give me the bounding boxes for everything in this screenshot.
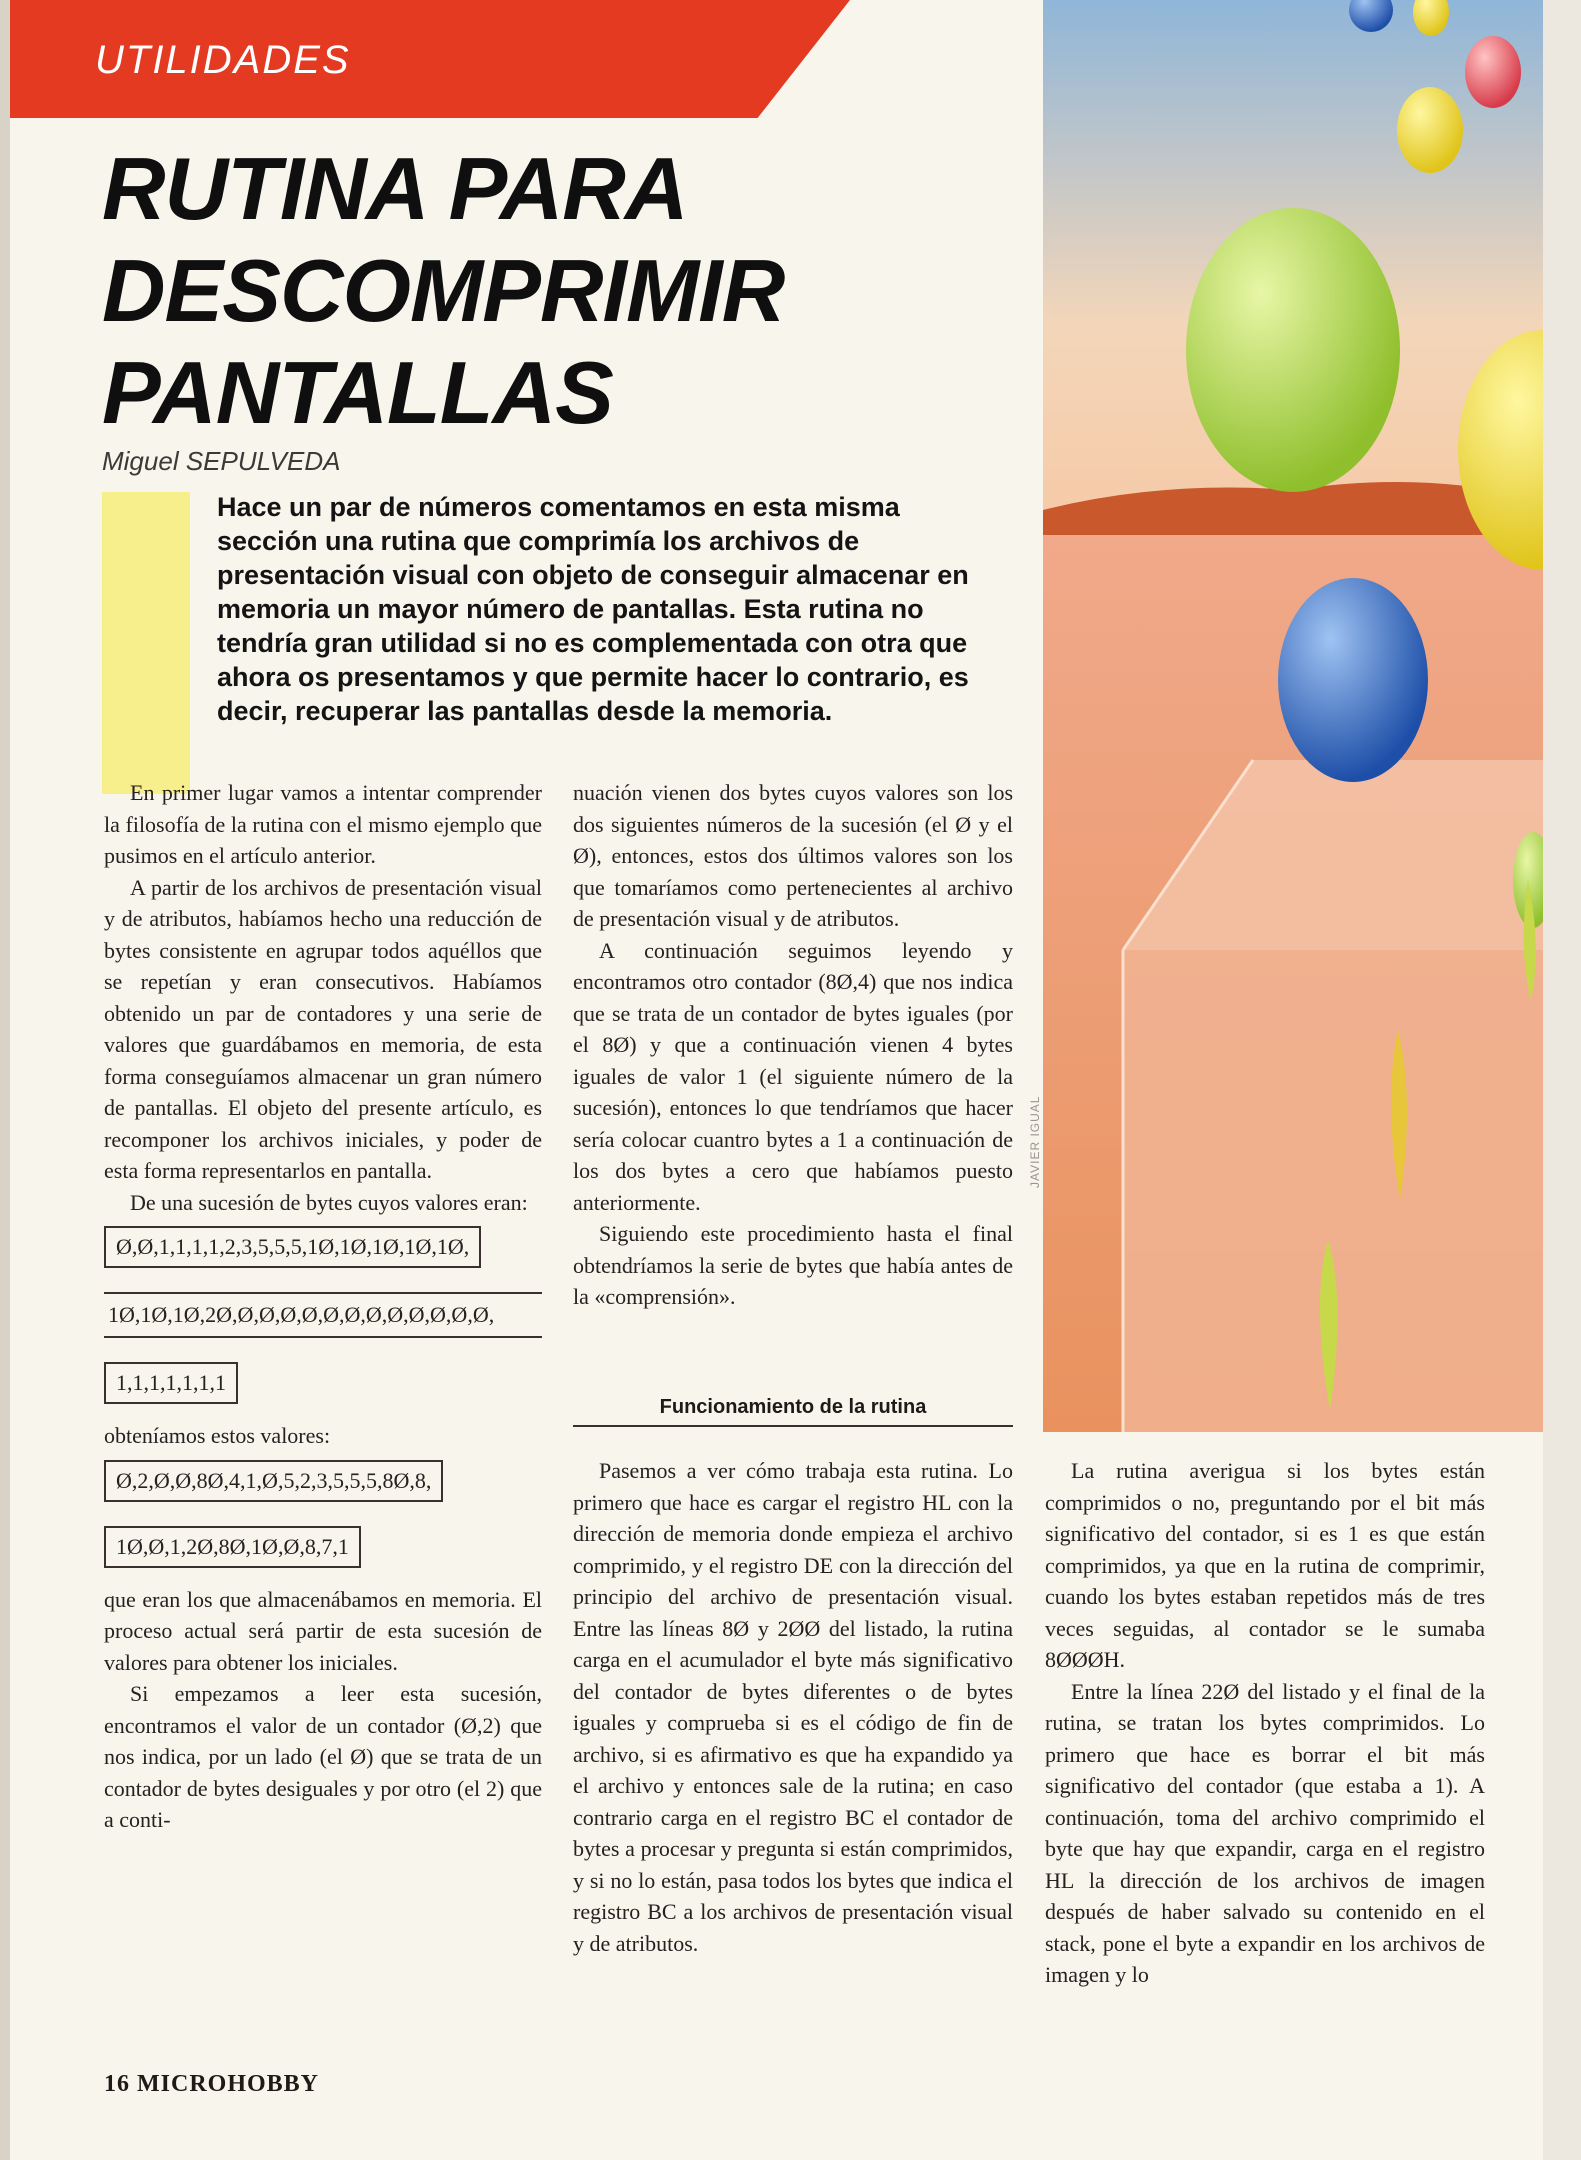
balloon-small-yellow: [1397, 87, 1463, 173]
article-title: [102, 138, 784, 444]
title-line-2: DESCOMPRIMIR: [102, 241, 785, 340]
col2-paragraph: A continuación seguimos leyendo y encontramos otro contador (8Ø,4) que nos indica que se trata de un contador de bytes iguales (por el 8Ø) y que a continuación vienen 4 bytes iguales de valor 1 (el siguiente número de la sucesión), entonces lo que tendríamos que hacer sería colocar cuantro bytes a 1 a continuación de los dos bytes a cero que habíamos puesto anteriormente.: [573, 937, 1013, 1215]
author-byline: Miguel SEPULVEDA: [102, 446, 341, 476]
illustration-credit: JAVIER IGUAL: [1028, 1095, 1042, 1188]
col1-paragraph: De una sucesión de bytes cuyos valores eran:: [130, 1189, 528, 1215]
col1-paragraph: Si empezamos a leer esta sucesión, encontramos el valor de un contador (Ø,2) que nos indica, por un lado (el Ø) que se trata de un contador de bytes desiguales y por otro (el 2) que a conti-: [104, 1681, 542, 1832]
section-subheading: Funcionamiento de la rutina: [573, 1396, 1013, 1427]
section-label: UTILIDADES: [95, 38, 351, 82]
balloon-small-red: [1465, 36, 1521, 108]
page-gutter: [0, 0, 10, 2160]
title-line-1: RUTINA PARA: [102, 139, 688, 238]
lede-accent-bar: [102, 492, 190, 794]
page-edge: [1543, 0, 1581, 2160]
col1-paragraph: que eran los que almacenábamos en memoria. El proceso actual será partir de esta sucesión de valores para obtener los iniciales.: [104, 1586, 542, 1675]
original-sequence-line-1: Ø,Ø,1,1,1,1,2,3,5,5,5,1Ø,1Ø,1Ø,1Ø,1Ø,: [104, 1226, 481, 1268]
compressed-sequence-line-1: Ø,2,Ø,Ø,8Ø,4,1,Ø,5,2,3,5,5,5,8Ø,8,: [104, 1460, 443, 1502]
col2-paragraph: Siguiendo este procedimiento hasta el final obtendríamos la serie de bytes que había antes de la «comprensión».: [573, 1221, 1013, 1309]
column-2-bottom: [573, 1455, 1013, 1959]
original-sequence-line-3: 1,1,1,1,1,1,1: [104, 1362, 238, 1404]
original-sequence-line-2: 1Ø,1Ø,1Ø,2Ø,Ø,Ø,Ø,Ø,Ø,Ø,Ø,Ø,Ø,Ø,Ø,Ø,: [104, 1292, 542, 1338]
title-line-3: PANTALLAS: [102, 343, 613, 442]
col3-paragraph: Entre la línea 22Ø del listado y el final de la rutina, se tratan los bytes comprimidos. Lo primero que hace es borrar el bit más significativo del contador (que estaba a 1). A continuación, toma del archivo comprimido el byte que hay que expandir, carga en el registro HL la dirección de los archivos de imagen después de haber salvado su contenido en el stack, pone el byte a expandir en los archivos de imagen y lo: [1045, 1678, 1485, 1987]
col2-paragraph: nuación vienen dos bytes cuyos valores son los dos siguientes números de la sucesión (el Ø y el Ø), entonces, estos dos últimos valores son los que tomaríamos como pertenecientes al archivo de presentación visual y de atributos.: [573, 780, 1013, 931]
col3-paragraph: La rutina averigua si los bytes están comprimidos o no, preguntando por el bit más significativo del contador, si es 1 es que están comprimidos, ya que en la rutina de comprimir, cuando los bytes estaban repetidos más de tres veces seguidas, al contador se le sumaba 8ØØØH.: [1045, 1458, 1485, 1672]
balloon-blue: [1278, 578, 1428, 782]
column-3: [1045, 1455, 1485, 1991]
balloon-large-green: [1186, 208, 1400, 492]
column-1: [104, 777, 542, 1836]
col1-paragraph: obteníamos estos valores:: [104, 1423, 331, 1448]
page-folio: 16 MICROHOBBY: [104, 2071, 320, 2097]
col2-paragraph: Pasemos a ver cómo trabaja esta rutina. Lo primero que hace es cargar el registro HL con la dirección de memoria donde empieza el archivo comprimido, y el registro DE con la dirección del principio del archivo de presentación visual. Entre las líneas 8Ø y 2ØØ del listado, la rutina carga en el acumulador el byte más significativo del contador de bytes diferentes o de bytes iguales y comprueba si es el código de fin de archivo, si es afirmativo es que ha expandido ya el archivo y entonces sale de la rutina; en caso contrario carga en el registro BC el contador de bytes a procesar y pregunta si están comprimidos, y si no lo están, pasa todos los bytes que indica el registro BC a los archivos de presentación visual y de atributos.: [573, 1458, 1013, 1956]
balloons-illustration: [1043, 0, 1543, 1432]
col1-paragraph: En primer lugar vamos a intentar comprender la filosofía de la rutina con el mismo ejemplo que pusimos en el artículo anterior.: [104, 780, 542, 868]
column-2-top: [573, 777, 1013, 1313]
compressed-sequence-line-2: 1Ø,Ø,1,2Ø,8Ø,1Ø,Ø,8,7,1: [104, 1526, 361, 1568]
lede-paragraph: Hace un par de números comentamos en esta misma sección una rutina que comprimía los archivos de presentación visual con objeto de conseguir almacenar en memoria un mayor número de pantallas. Esta rutina no tendría gran utilidad si no es complementada con otra que ahora os presentamos y que permite hacer lo contrario, es decir, recuperar las pantallas desde la memoria.: [217, 492, 969, 726]
col1-paragraph: A partir de los archivos de presentación visual y de atributos, habíamos hecho una reducción de bytes consistente en agrupar todos aquéllos que se repetían y eran consecutivos. Habíamos obtenido un par de contadores y una serie de valores que guardábamos en memoria, de esta forma conseguíamos almacenar un gran número de pantallas. El objeto del presente artículo, es recomponer los archivos iniciales, y poder de esta forma representarlos en pantalla.: [104, 874, 542, 1183]
